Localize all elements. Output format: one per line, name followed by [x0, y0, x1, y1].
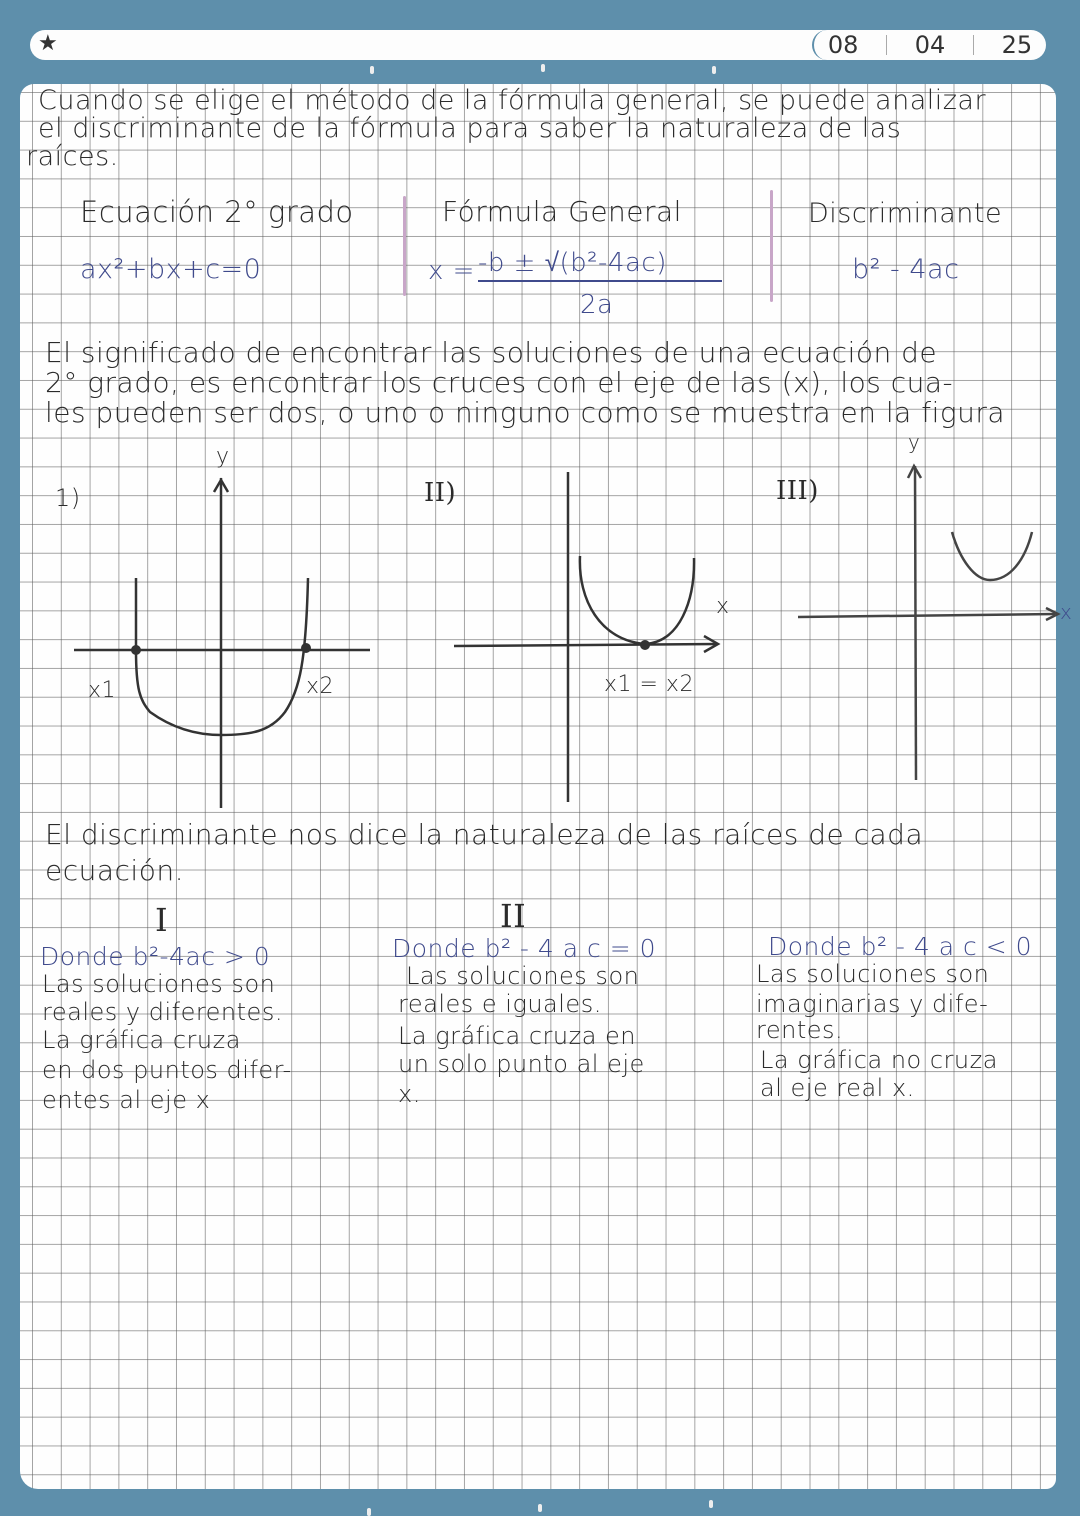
intro-line-3: raíces.: [26, 141, 119, 172]
case-2-condition: Donde b² - 4 a c = 0: [392, 934, 657, 963]
graph-3-x-label: x: [1060, 600, 1073, 624]
case-1-line: entes al eje x: [42, 1086, 211, 1114]
case-1-line: reales y diferentes.: [42, 998, 283, 1026]
case-2-numeral: II: [500, 897, 527, 935]
graph-1-y-label: y: [216, 444, 230, 469]
star-marker-icon: ★: [38, 31, 58, 56]
graph-2-label: II): [424, 478, 457, 508]
formula-discriminant: b² - 4ac: [852, 254, 960, 285]
graph-1-x2-label: x2: [306, 674, 335, 699]
graph-1-x1-label: x1: [88, 678, 117, 703]
date-year: 25: [1001, 31, 1033, 59]
heading-discriminant: Discriminante: [808, 198, 1003, 229]
summary-line-1: El discriminante nos dice la naturaleza de las raíces de cada: [45, 818, 924, 851]
case-3-line: Las soluciones son: [756, 960, 990, 988]
case-2-line: Las soluciones son: [406, 962, 640, 990]
case-3-line: al eje real x.: [760, 1074, 915, 1102]
meaning-line-3: les pueden ser dos, o uno o ninguno como se muestra en la figura: [45, 396, 1006, 429]
case-2-line: reales e iguales.: [398, 990, 602, 1018]
graph-3-y-label: y: [908, 430, 921, 454]
graph-2-root-label: x1 = x2: [604, 672, 694, 697]
summary-line-2: ecuación.: [45, 854, 184, 887]
binder-hole-icon: [538, 1504, 542, 1512]
case-3-line: imaginarias y dife-: [756, 990, 989, 1018]
case-1-condition: Donde b²-4ac > 0: [40, 942, 271, 971]
case-3-line: rentes.: [756, 1016, 844, 1044]
graph-3-label: III): [776, 476, 819, 506]
meaning-line-2: 2° grado, es encontrar los cruces con el eje de las (x), los cua-: [45, 366, 954, 399]
case-1-line: La gráfica cruza: [42, 1026, 241, 1054]
meaning-line-1: El significado de encontrar las soluciones de una ecuación de: [45, 336, 938, 369]
case-2-line: x.: [398, 1080, 421, 1108]
case-3-line: La gráfica no cruza: [760, 1046, 998, 1074]
heading-general-formula: Fórmula General: [442, 195, 682, 228]
case-1-numeral: I: [155, 901, 169, 939]
binder-hole-icon: [367, 1508, 371, 1516]
date-day: 08: [827, 31, 859, 59]
graph-2-x-label: x: [716, 594, 730, 619]
general-formula-lhs: x =: [428, 256, 475, 286]
case-1-line: en dos puntos difer-: [42, 1056, 292, 1084]
case-2-line: La gráfica cruza en: [398, 1022, 637, 1050]
intro-line-2: el discriminante de la fórmula para saber la naturaleza de las: [38, 113, 902, 144]
intro-line-1: Cuando se elige el método de la fórmula general, se puede analizar: [38, 85, 987, 116]
formula-equation: ax²+bx+c=0: [80, 254, 262, 285]
binder-hole-icon: [709, 1500, 713, 1508]
case-2-line: un solo punto al eje: [398, 1050, 645, 1078]
graph-1-label: 1): [55, 484, 81, 512]
general-formula-numerator: -b ± √(b²-4ac): [478, 250, 722, 282]
case-3-condition: Donde b² - 4 a c < 0: [768, 932, 1033, 961]
heading-equation: Ecuación 2° grado: [80, 195, 354, 229]
case-1-line: Las soluciones son: [42, 970, 276, 998]
general-formula-denominator: 2a: [580, 290, 614, 320]
date-month: 04: [914, 31, 946, 59]
